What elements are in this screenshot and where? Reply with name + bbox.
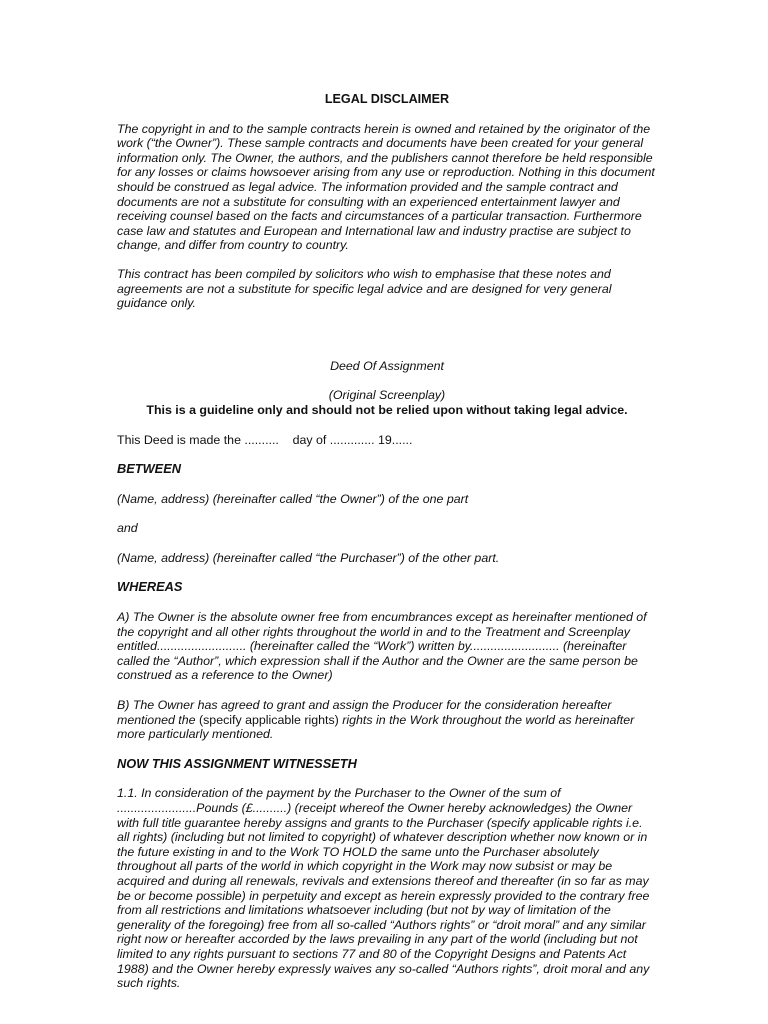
deed-made-line: This Deed is made the .......... day of ............. 19...... [117,432,413,447]
document-body [117,92,657,991]
witnesseth-heading: NOW THIS ASSIGNMENT WITNESSETH [117,755,357,771]
recital-b-rights-placeholder: (specify applicable rights) [198,712,339,727]
disclaimer-paragraph-1: The copyright in and to the sample contracts herein is owned and retained by the originator of the work (“the Owner”). These sample contracts and documents have been created for your general information only. The Owner, the authors, and the publishers cannot therefore be held responsible for any losses or claims howsoever arising from any use or reproduction. Nothing in this document should be construed as legal advice. The information provided and the sample contract and documents are not a substitute for consulting with an experienced entertainment lawyer and receiving counsel based on the facts and circumstances of a particular transaction. Furthermore case law and statutes and European and International law and industry practise are subject to change, and differ from country to country. [117,121,655,253]
recital-a: A) The Owner is the absolute owner free from encumbrances except as hereinafter mentioned of the copyright and all other rights throughout the world in and to the Treatment and Screenplay entitled.......................... (hereinafter called the “Work”) written by.......................... (hereinafter called the “Author”, which expression shall if the Author and the Owner are the same person be construed as a reference to the Owner) [117,610,647,683]
and-line: and [117,521,138,536]
between-heading: BETWEEN [117,461,181,477]
whereas-heading: WHEREAS [117,579,183,595]
legal-disclaimer-title: LEGAL DISCLAIMER [324,92,450,106]
clause-1-1: 1.1. In consideration of the payment by the Purchaser to the Owner of the sum of .......................Pounds (£..........) (receipt whereof the Owner hereby acknowledges) the Owner with full title guarantee hereby assigns and grants to the Purchaser (specify applicable rights i.e. all rights) (including but not limited to copyright) of whatever description whether now known or in the future existing in and to the Work TO HOLD the same unto the Purchaser absolutely throughout all parts of the world in which copyright in the Work may now subsist or may be acquired and during all renewals, revivals and extensions thereof and thereafter (in so far as may be or become possible) in perpetuity and except as herein expressly provided to the contrary free from all restrictions and limitations whatsoever including (but not by way of limitation of the generality of the foregoing) free from all so-called “Authors rights” or “droit moral” and any similar right now or hereafter accorded by the laws prevailing in any part of the world (including but not limited to any rights pursuant to sections 77 and 80 of the Copyright Designs and Patents Act 1988) and the Owner hereby expressly waives any so-called “Authors rights”, droit moral and any such rights. [117,786,650,991]
recital-b [117,698,657,742]
recital-b-part-1: B) The Owner has agreed to grant and assign the Producer for the consideration hereafter mentioned the [117,698,612,727]
guideline-notice: This is a guideline only and should not be relied upon without taking legal advice. [146,402,628,417]
disclaimer-paragraph-2: This contract has been compiled by solicitors who wish to emphasise that these notes and agreements are not a substitute for specific legal advice and are designed for very general guidance only. [117,266,612,311]
recital-b-part-3: rights in the Work throughout the world as hereinafter more particularly mentioned. [117,712,635,742]
purchaser-party-line: (Name, address) (hereinafter called “the Purchaser”) of the other part. [117,550,500,565]
deed-subtitle: (Original Screenplay) [328,388,446,403]
deed-title: Deed Of Assignment [330,358,444,373]
owner-party-line: (Name, address) (hereinafter called “the Owner”) of the one part [117,491,469,506]
